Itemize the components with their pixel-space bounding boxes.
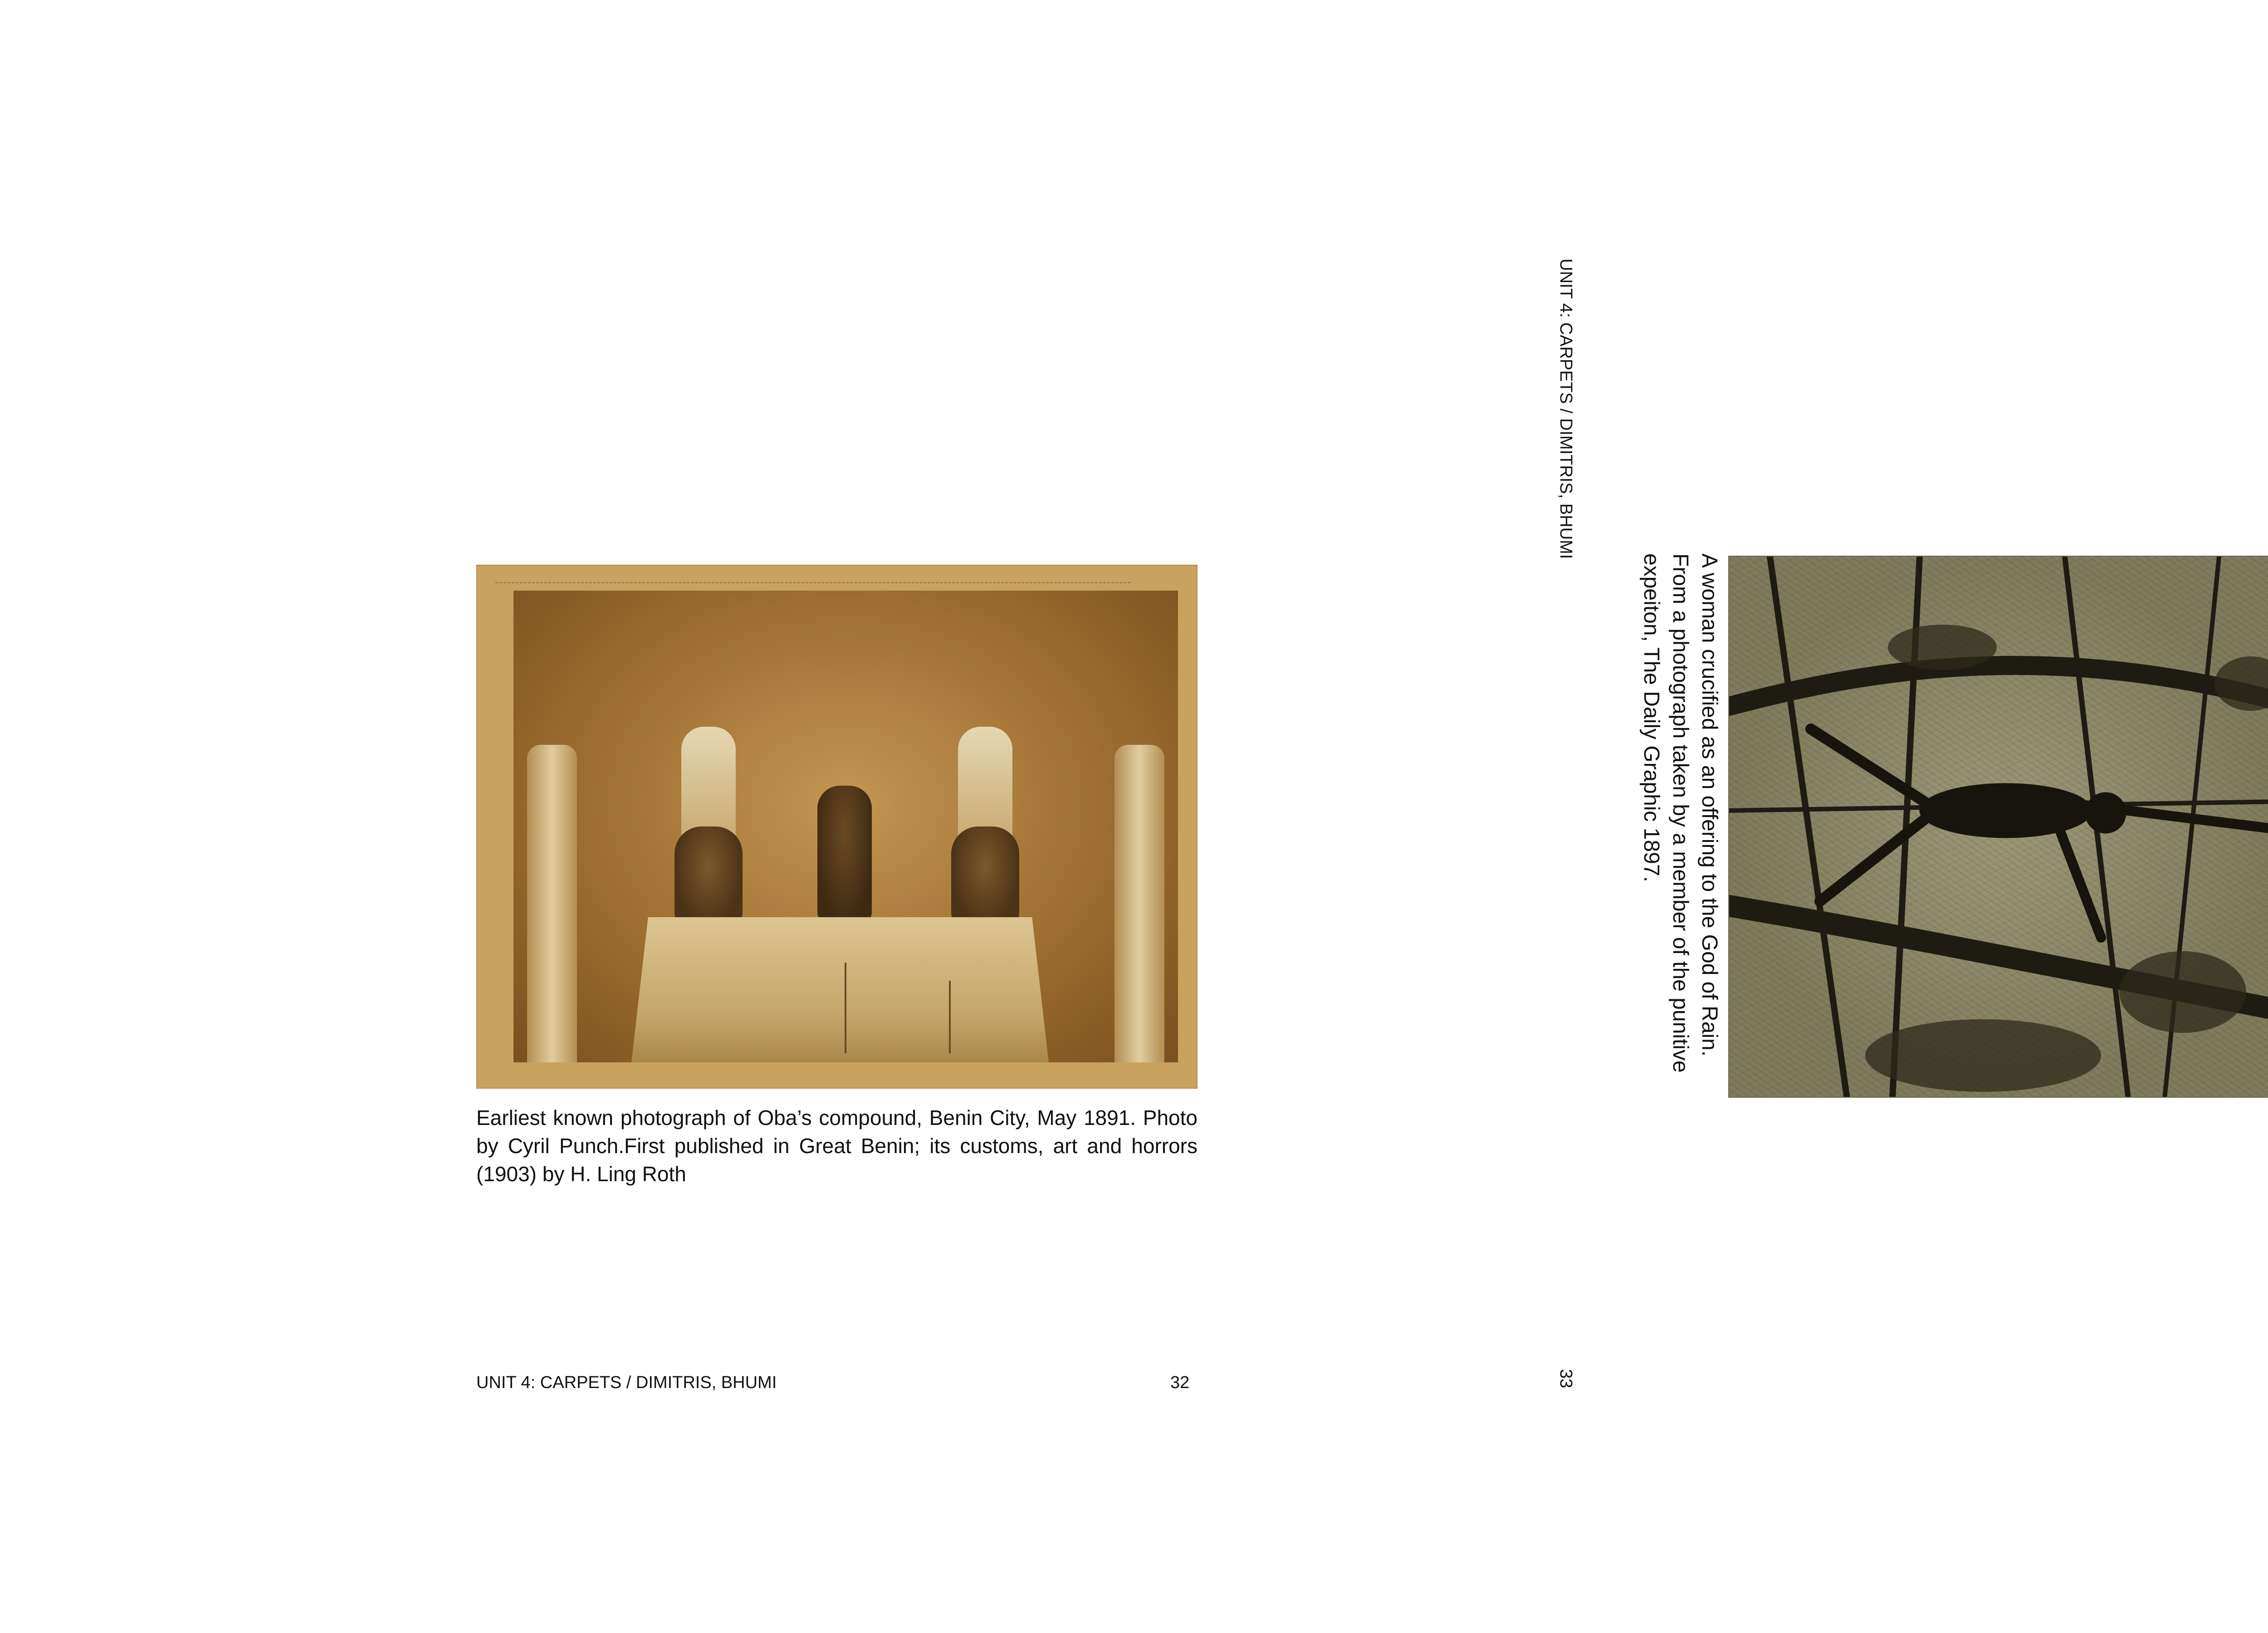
page-number-left: 32 — [1170, 1373, 1190, 1392]
page-number-right: 33 — [1556, 1369, 1575, 1389]
caption-line: expeiton, The Daily Graphic 1897. — [1639, 553, 1663, 882]
caption-line: From a photograph taken by a member of the punitive — [1668, 553, 1692, 1073]
central-figure — [817, 786, 872, 922]
running-header-right: UNIT 4: CARPETS / DIMITRIS, BHUMI — [1556, 259, 1575, 559]
running-footer-left: UNIT 4: CARPETS / DIMITRIS, BHUMI — [476, 1373, 777, 1392]
engraving-illustration — [1728, 556, 2268, 1098]
right-carved-column — [1114, 745, 1164, 1062]
handwritten-inscription — [495, 568, 1130, 583]
altar-crack — [949, 981, 951, 1053]
foliage — [2119, 951, 2246, 1033]
left-bronze-head — [675, 826, 743, 926]
engraving-drawing — [1729, 557, 2268, 1098]
altar-crack — [845, 963, 846, 1053]
left-photo-caption: Earliest known photograph of Oba’s compound, Benin City, May 1891. Photo by Cyril Punch.First published in Great Benin; its customs, art and horrors (1903) by H. Ling Roth — [476, 1106, 1198, 1186]
foliage — [2214, 656, 2268, 711]
left-carved-column — [527, 745, 577, 1062]
figure-torso — [1920, 783, 2092, 838]
altar-platform — [631, 917, 1049, 1062]
photo-image-area — [513, 591, 1178, 1062]
caption-line: A woman crucified as an offering to the God of Rain. — [1697, 553, 1721, 1057]
upper-beam — [1729, 665, 2268, 706]
figure-arm — [2056, 820, 2101, 938]
pole — [1770, 557, 1847, 1098]
foliage — [1888, 625, 1997, 670]
figure-leg — [1820, 820, 1924, 901]
foliage — [1865, 1019, 2101, 1092]
right-bronze-head — [951, 826, 1019, 926]
oba-compound-photograph — [476, 565, 1198, 1089]
right-photo-caption — [1637, 553, 1724, 1073]
